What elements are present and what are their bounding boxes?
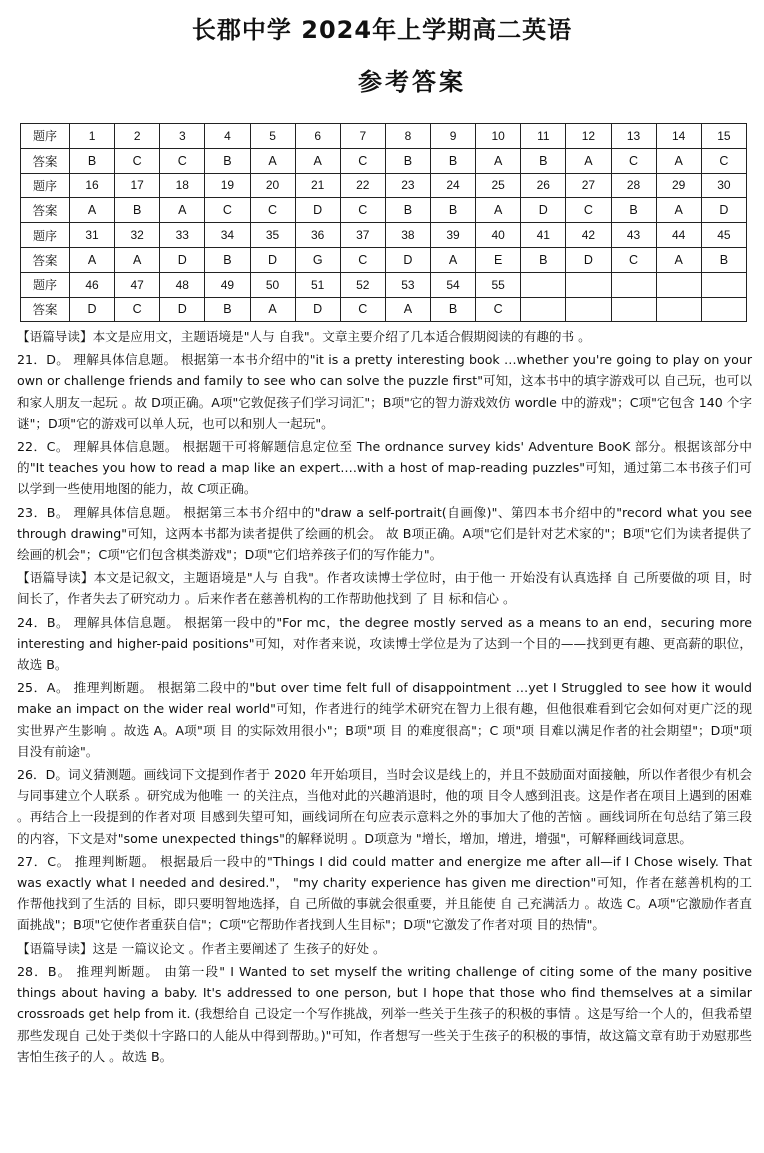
question-number-cell: 36 — [295, 223, 340, 248]
question-number-cell: 19 — [205, 173, 250, 198]
question-number-cell: 8 — [385, 124, 430, 149]
answer-cell: A — [566, 148, 611, 173]
answer-cell: B — [205, 247, 250, 272]
row-label-answer: 答案 — [21, 297, 70, 322]
question-number-row — [21, 173, 747, 198]
question-number-cell — [566, 272, 611, 297]
answer-cell: A — [295, 148, 340, 173]
answer-cell: C — [205, 198, 250, 223]
answer-cell — [701, 297, 746, 322]
answer-cell: B — [205, 148, 250, 173]
question-number-cell: 6 — [295, 124, 340, 149]
answer-row — [21, 297, 747, 322]
answer-cell: D — [385, 247, 430, 272]
answer-cell: A — [160, 198, 205, 223]
answer-cell: B — [385, 198, 430, 223]
row-label-answer: 答案 — [21, 198, 70, 223]
answer-row — [21, 198, 747, 223]
answer-cell: D — [160, 247, 205, 272]
answer-cell: A — [656, 198, 701, 223]
question-number-cell: 33 — [160, 223, 205, 248]
answer-cell: D — [521, 198, 566, 223]
answer-cell: G — [295, 247, 340, 272]
answer-cell: B — [115, 198, 160, 223]
question-number-cell: 18 — [160, 173, 205, 198]
question-number-cell: 31 — [70, 223, 115, 248]
answer-cell: C — [340, 247, 385, 272]
answer-cell: C — [611, 247, 656, 272]
question-number-cell: 24 — [431, 173, 476, 198]
page-title: 长郡中学 2024年上学期高二英语 — [191, 16, 573, 44]
question-number-cell: 35 — [250, 223, 295, 248]
answer-explanation: 21．D。 理解具体信息题。 根据第一本书介绍中的"it is a pretty interesting book …whether you're going to play on your own or challenge friends and family to see who can solve the puzzle first"可知，这本书中的填字游戏可以 自己玩，也可以和家人朋友一起玩 。故 D项正确。A项"它敦促孩子们学习词汇"；B项"它的智力游戏效仿 wordle 中的游戏"；C项"它包含 140 个字谜"；D项"它的游戏可以单人玩，也可以和别人一起玩"。 — [17, 352, 752, 431]
passage-guide: 【语篇导读】本文是应用文，主题语境是"人与 自我"。文章主要介绍了几本适合假期阅读的有趣的书 。 — [17, 329, 591, 344]
question-number-cell: 20 — [250, 173, 295, 198]
question-number-cell: 48 — [160, 272, 205, 297]
answer-explanation: 27．C。 推理判断题。 根据最后一段中的"Things I did could matter and energize me after all—if I Chose wisely. That was exactly what I needed and desired."， "my charity experience has given me direction"可知，作者在慈善机构的工作帮他找到了生活的 目标，即只要明智地选择，自 己所做的事就会很重要，并且能使 自 己充满活力 。故选 C。A项"它激励作者直面挑战"；B项"它使作者重获自信"；C项"它帮助作者找到人生目标"；D项"它激发了作者对项 目的热情"。 — [17, 853, 752, 933]
question-number-cell: 37 — [340, 223, 385, 248]
question-number-cell: 16 — [70, 173, 115, 198]
passage-guide: 【语篇导读】本文是记叙文，主题语境是"人与 自我"。作者攻读博士学位时，由于他一 开始没有认真选择 自 己所要做的项 目，时间长了，作者失去了研究动力 。后来作者在慈善机构的工作帮助他找到 了 目 标和信心 。 — [17, 570, 752, 607]
question-number-cell: 43 — [611, 223, 656, 248]
question-number-cell — [611, 272, 656, 297]
question-number-cell: 29 — [656, 173, 701, 198]
passage-guide: 【语篇导读】这是 一篇议论文 。作者主要阐述了 生孩子的好处 。 — [17, 940, 386, 956]
answer-row — [21, 247, 747, 272]
answer-cell: A — [656, 247, 701, 272]
answer-explanation: 25．A。 推理判断题。 根据第二段中的"but over time felt full of disappointment …yet I Struggled to see how it would make an impact on the wider real world"可知，作者进行的纯学术研究在智力上很有趣，但他很难看到它会如何对更广泛的现实世界产生影响 。故选 A。A项"项 目 的实际效用很小"；B项"项 目 的难度很高"；C 项"项 目难以满足作者的社会期望"；D项"项 目没有前途"。 — [17, 680, 752, 759]
answer-cell: A — [250, 148, 295, 173]
answer-cell: B — [611, 198, 656, 223]
question-number-cell: 39 — [431, 223, 476, 248]
answer-cell: C — [701, 148, 746, 173]
question-number-row — [21, 272, 747, 297]
answer-cell: A — [476, 198, 521, 223]
question-number-cell: 23 — [385, 173, 430, 198]
answer-cell: C — [115, 148, 160, 173]
answer-cell — [521, 297, 566, 322]
answer-cell: D — [566, 247, 611, 272]
question-number-cell: 55 — [476, 272, 521, 297]
answer-cell: D — [295, 297, 340, 322]
answer-cell — [611, 297, 656, 322]
question-number-cell: 14 — [656, 124, 701, 149]
row-label-question: 题序 — [21, 223, 70, 248]
question-number-cell: 9 — [431, 124, 476, 149]
question-number-cell: 50 — [250, 272, 295, 297]
answer-cell: C — [340, 297, 385, 322]
question-number-cell: 11 — [521, 124, 566, 149]
question-number-cell: 25 — [476, 173, 521, 198]
question-number-cell: 44 — [656, 223, 701, 248]
answer-explanation: 23．B。 理解具体信息题。 根据第三本书介绍中的"draw a self-portrait(自画像)"、第四本书介绍中的"record what you see through drawing"可知，这两本书都为读者提供了绘画的机会。 故 B项正确。A项"它们是针对艺术家的"；B项"它们为读者提供了绘画的机会"；C项"它们包含棋类游戏"；D项"它们培养孩子们的写作能力"。 — [17, 504, 752, 563]
answer-cell: C — [611, 148, 656, 173]
question-number-cell — [701, 272, 746, 297]
answer-cell — [566, 297, 611, 322]
question-number-cell: 17 — [115, 173, 160, 198]
question-number-row — [21, 223, 747, 248]
page-subtitle: 参考答案 — [358, 68, 466, 96]
question-number-cell: 53 — [385, 272, 430, 297]
question-number-cell: 46 — [70, 272, 115, 297]
answer-cell: A — [250, 297, 295, 322]
answer-cell: A — [115, 247, 160, 272]
answer-explanation: 26．D。词义猜测题。画线词下文提到作者于 2020 年开始项目，当时会议是线上的，并且不鼓励面对面接触，所以作者很少有机会与同事建立个人联系 。研究成为他唯 一 的关注点，当他对此的兴趣消退时，他的项 目令人感到沮丧。这是作者在项目上遇到的困难 。再结合上一段提到的作者对项 目感到失望可知，画线词所在句应表示意料之外的事加大了他的苦恼 。画线词所在句总结了第三段的内容，下文是对"some unexpected things"的解释说明 。D项意为 "增长，增加，增进，增强"，可解释画线词意思。 — [17, 767, 752, 846]
answer-cell: C — [476, 297, 521, 322]
question-number-cell: 22 — [340, 173, 385, 198]
answer-cell: B — [205, 297, 250, 322]
question-number-cell: 45 — [701, 223, 746, 248]
answer-cell: D — [160, 297, 205, 322]
question-number-cell: 3 — [160, 124, 205, 149]
question-number-cell: 38 — [385, 223, 430, 248]
answer-row — [21, 148, 747, 173]
row-label-answer: 答案 — [21, 148, 70, 173]
answer-explanations — [17, 326, 752, 1067]
row-label-question: 题序 — [21, 173, 70, 198]
question-number-cell: 1 — [70, 124, 115, 149]
answer-cell: B — [431, 198, 476, 223]
answer-explanation: 22．C。 理解具体信息题。 根据题干可将解题信息定位至 The ordnance survey kids' Adventure BooK 部分。根据该部分中的"It teaches you how to read a map like an expert.…with a host of map-reading puzzles"可知，通过第二本书孩子们可以学到一些使用地图的能力，故 C项正确。 — [17, 439, 752, 497]
question-number-cell: 41 — [521, 223, 566, 248]
question-number-cell: 34 — [205, 223, 250, 248]
answer-cell — [656, 297, 701, 322]
answer-cell: D — [70, 297, 115, 322]
answer-explanation: 28．B。 推理判断题。 由第一段" I Wanted to set myself the writing challenge of citing some of the many positive things about having a baby. It's addressed to one person, but I hope that those who find themselves at a similar crossroads get help from it. (我想给自 己设定一个写作挑战，列举一些关于生孩子的积极的事情 。这是写给一个人的，但我希望那些发现自 己处于类似十字路口的人能从中得到帮助。)"可知，作者想写一些关于生孩子的积极的事情，故这篇文章有助于劝慰那些害怕生孩子的人 。故选 B。 — [17, 963, 752, 1064]
question-number-cell: 51 — [295, 272, 340, 297]
answer-cell: A — [431, 247, 476, 272]
question-number-row — [21, 124, 747, 149]
question-number-cell: 30 — [701, 173, 746, 198]
question-number-cell: 21 — [295, 173, 340, 198]
answer-cell: C — [250, 198, 295, 223]
row-label-question: 题序 — [21, 272, 70, 297]
answer-cell: B — [521, 247, 566, 272]
question-number-cell: 28 — [611, 173, 656, 198]
question-number-cell: 2 — [115, 124, 160, 149]
answer-cell: B — [521, 148, 566, 173]
answer-cell: A — [70, 247, 115, 272]
question-number-cell: 47 — [115, 272, 160, 297]
answer-cell: A — [70, 198, 115, 223]
answer-cell: D — [701, 198, 746, 223]
answer-cell: D — [250, 247, 295, 272]
question-number-cell: 4 — [205, 124, 250, 149]
question-number-cell: 40 — [476, 223, 521, 248]
answer-table — [20, 123, 747, 322]
answer-cell: B — [431, 148, 476, 173]
question-number-cell: 42 — [566, 223, 611, 248]
answer-cell: C — [340, 148, 385, 173]
answer-cell: C — [115, 297, 160, 322]
question-number-cell: 5 — [250, 124, 295, 149]
question-number-cell: 7 — [340, 124, 385, 149]
answer-cell: E — [476, 247, 521, 272]
row-label-question: 题序 — [21, 124, 70, 149]
question-number-cell: 52 — [340, 272, 385, 297]
answer-cell: C — [160, 148, 205, 173]
question-number-cell: 26 — [521, 173, 566, 198]
answer-cell: C — [566, 198, 611, 223]
answer-cell: A — [385, 297, 430, 322]
question-number-cell: 54 — [431, 272, 476, 297]
question-number-cell: 12 — [566, 124, 611, 149]
answer-cell: B — [701, 247, 746, 272]
answer-cell: D — [295, 198, 340, 223]
question-number-cell: 10 — [476, 124, 521, 149]
question-number-cell — [656, 272, 701, 297]
answer-cell: B — [70, 148, 115, 173]
question-number-cell: 49 — [205, 272, 250, 297]
answer-cell: B — [431, 297, 476, 322]
question-number-cell: 15 — [701, 124, 746, 149]
answer-cell: A — [476, 148, 521, 173]
answer-explanation: 24．B。 理解具体信息题。 根据第一段中的"For mc，the degree mostly served as a means to an end，securing more interesting and higher-paid positions"可知，对作者来说，攻读博士学位是为了达到一个目的——找到更有趣、更高薪的职位，故选 B。 — [17, 614, 752, 673]
answer-cell: A — [656, 148, 701, 173]
question-number-cell: 32 — [115, 223, 160, 248]
question-number-cell: 13 — [611, 124, 656, 149]
row-label-answer: 答案 — [21, 247, 70, 272]
question-number-cell — [521, 272, 566, 297]
answer-cell: C — [340, 198, 385, 223]
question-number-cell: 27 — [566, 173, 611, 198]
answer-cell: B — [385, 148, 430, 173]
